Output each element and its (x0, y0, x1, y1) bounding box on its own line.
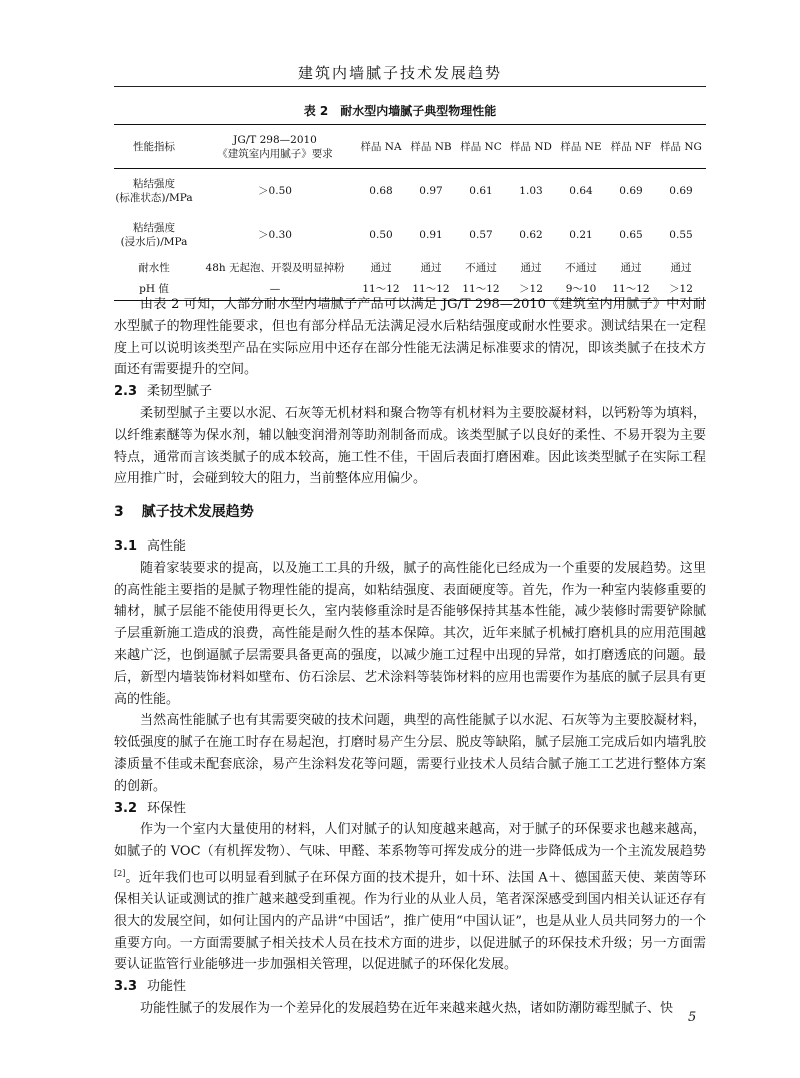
cell-value: 0.62 (519, 228, 543, 241)
cell-value: 11～12 (612, 283, 650, 296)
paragraph: 柔韧型腻子主要以水泥、石灰等无机材料和聚合物等有机材料为主要胶凝材料，以钙粉等为填料，以纤维素醚等为保水剂，辅以触变润滑剂等助剂制备而成。该类型腻子以良好的柔性、不易开裂为主要特点，通常而言该类腻子的成本较高，施工性不佳，干固后表面打磨困难。因此该类型腻子在实际工程应用推广时，会碰到较大的阻力，当前整体应用偏少。 (114, 405, 706, 487)
cell-value: 0.50 (369, 228, 393, 241)
row-requirement: 48h 无起泡、开裂及明显掉粉 (205, 261, 345, 274)
section-title: 腻子技术发展趋势 (141, 504, 254, 521)
physical-properties-table (114, 124, 706, 301)
table-row (114, 213, 706, 257)
cell-value: 通过 (420, 261, 442, 274)
header-sample: 样品 NA (360, 140, 402, 153)
row-label-line1: 粘结强度 (133, 177, 175, 190)
citation-ref: [2] (114, 868, 126, 878)
section-heading-2-3 (114, 381, 706, 403)
section-number: 3.3 (114, 979, 138, 995)
paragraph: 当然高性能腻子也有其需要突破的技术问题，典型的高性能腻子以水泥、石灰等为主要胶凝材料，较低强度的腻子在施工时存在易起泡，打磨时易产生分层、脱皮等缺陷，腻子层施工完成后如内墙乳胶漆质量不佳或未配套底涂，易产生涂料发花等问题，需要行业技术人员结合腻子施工工艺进行整体方案的创新。 (114, 713, 706, 794)
cell-value: 通过 (670, 261, 692, 274)
header-sample: 样品 NB (410, 140, 452, 153)
row-label-line1: 粘结强度 (133, 221, 175, 234)
section-title: 功能性 (147, 979, 187, 995)
row-label (114, 169, 194, 213)
header-standard (194, 125, 356, 169)
paragraph: 随着家装要求的提高，以及施工工具的升级，腻子的高性能化已经成为一个重要的发展趋势。这里的高性能主要指的是腻子物理性能的提高，如粘结强度、表面硬度等。首先，作为一种室内装修重要的辅材，腻子层能不能使用得更长久，室内装修重涂时是否能够保持其基本性能，减少装修时需要铲除腻子层重新施工造成的浪费，高性能是耐久性的基本保障。其次，近年来腻子机械打磨机具的应用范围越来越广泛，也倒逼腻子层需要具备更高的强度，以减少施工过程中出现的异常，如打磨透底的问题。最后，新型内墙装饰材料如壁布、仿石涂层、艺术涂料等装饰材料的应用也需要作为基底的腻子层具有更高的性能。 (114, 560, 706, 707)
table-row (114, 169, 706, 213)
cell-value: 通过 (520, 261, 542, 274)
header-standard-line2: 《建筑室内用腻子》要求 (217, 147, 333, 160)
section-title: 高性能 (147, 538, 187, 554)
section-heading-3-3 (114, 976, 706, 998)
cell-value: 0.69 (619, 184, 643, 197)
row-requirement: ＞0.50 (258, 184, 292, 197)
header-sample: 样品 NC (460, 140, 502, 153)
cell-value: 0.55 (669, 228, 693, 241)
section-heading-3-1 (114, 536, 706, 558)
table-row (114, 257, 706, 279)
cell-value: 11～12 (362, 283, 400, 296)
cell-value: 不通过 (565, 261, 597, 274)
section-number: 2.3 (114, 384, 138, 400)
header-sample: 样品 NF (610, 140, 652, 153)
row-label (114, 213, 194, 257)
header-standard-line1: JG/T 298—2010 (233, 133, 317, 146)
cell-value: ＞12 (519, 283, 543, 296)
section-number: 3.1 (114, 538, 138, 554)
page-number: 5 (688, 1010, 697, 1025)
running-header: 建筑内墙腻子技术发展趋势 (297, 64, 502, 82)
row-requirement: — (269, 283, 281, 296)
section-heading-3-2 (114, 798, 706, 820)
paragraph-part: 。近年我们也可以明显看到腻子在环保方面的技术提升，如十环、法国 A＋、德国蓝天使、莱茵等环保相关认证或测试的推广越来越受到重视。作为行业的从业人员，笔者深深感受到国内相关认证还存有很大的发展空间，如何让国内的产品讲“中国话”，推广使用“中国认证”，也是从业人员共同努力的一个重要方向。一方面需要腻子相关技术人员在技术方面的进步，以促进腻子的环保技术升级；另一方面需要认证监管行业能够进一步加强相关管理，以促进腻子的环保化发展。 (114, 870, 706, 973)
table-header-row (114, 125, 706, 169)
cell-value: 0.64 (569, 184, 593, 197)
paragraph (114, 819, 706, 976)
cell-value: 通过 (620, 261, 642, 274)
cell-value: 0.57 (469, 228, 493, 241)
cell-value: 0.97 (419, 184, 443, 197)
body-text (114, 294, 706, 1020)
cell-value: 不通过 (465, 261, 497, 274)
header-rule (114, 86, 706, 87)
row-label: 耐水性 (138, 261, 170, 274)
row-label: pH 值 (139, 283, 169, 296)
cell-value: 0.69 (669, 184, 693, 197)
cell-value: ＞12 (669, 283, 693, 296)
header-property: 性能指标 (133, 140, 175, 153)
paragraph: 由表 2 可知，大部分耐水型内墙腻子产品可以满足 JG/T 298—2010《建筑室内用腻子》中对耐水型腻子的物理性能要求，但也有部分样品无法满足浸水后粘结强度或耐水性要求。测试结果在一定程度上可以说明该类型产品在实际应用中还存在部分性能无法满足标准要求的情况，即该类腻子在技术方面还有需要提升的空间。 (114, 297, 706, 378)
table-caption: 表 2 耐水型内墙腻子典型物理性能 (303, 104, 497, 118)
paragraph-part: 作为一个室内大量使用的材料，人们对腻子的认知度越来越高，对于腻子的环保要求也越来越高，如腻子的 VOC（有机挥发物）、气味、甲醛、苯系物等可挥发成分的进一步降低成为一个主流发展趋势 (114, 822, 706, 860)
cell-value: 0.61 (469, 184, 493, 197)
section-heading-3 (114, 502, 706, 524)
section-number: 3.2 (114, 800, 138, 816)
header-sample: 样品 NE (560, 140, 602, 153)
cell-value: 9～10 (565, 283, 597, 296)
row-label-line2: (标准状态)/MPa (115, 191, 193, 204)
header-sample: 样品 NG (660, 140, 702, 153)
cell-value: 1.03 (519, 184, 543, 197)
cell-value: 0.68 (369, 184, 393, 197)
section-number: 3 (114, 504, 124, 521)
cell-value: 11～12 (412, 283, 450, 296)
cell-value: 通过 (370, 261, 392, 274)
cell-value: 0.91 (419, 228, 443, 241)
header-sample: 样品 ND (510, 140, 552, 153)
section-title: 柔韧型腻子 (147, 384, 213, 400)
section-title: 环保性 (147, 800, 187, 816)
paragraph: 功能性腻子的发展作为一个差异化的发展趋势在近年来越来越火热，诸如防潮防霉型腻子、快 (140, 1001, 674, 1017)
cell-value: 0.65 (619, 228, 643, 241)
cell-value: 11～12 (462, 283, 500, 296)
row-label-line2: (浸水后)/MPa (120, 235, 188, 248)
cell-value: 0.21 (569, 228, 593, 241)
row-requirement: ＞0.30 (258, 228, 292, 241)
